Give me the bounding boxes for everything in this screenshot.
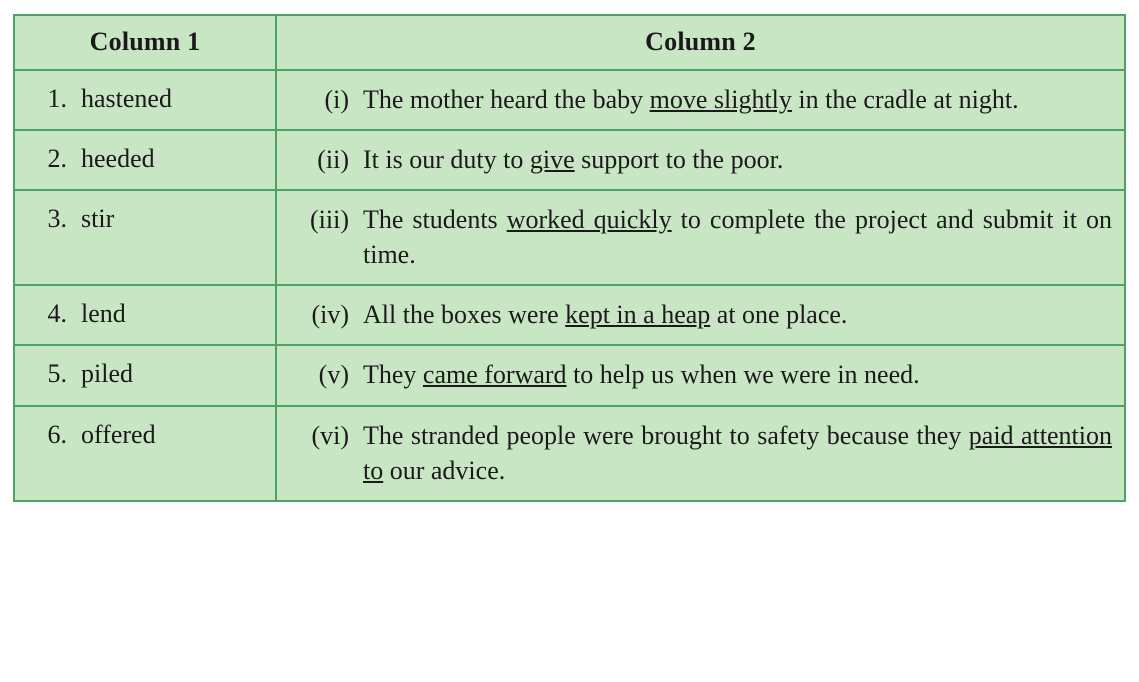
table-row — [14, 70, 1125, 130]
sentence-post: to complete the project and submit it on time. — [363, 205, 1112, 270]
table-row — [14, 130, 1125, 190]
item-roman-number: (ii) — [317, 145, 349, 175]
column-header-1: Column 1 — [14, 15, 276, 70]
sentence-underlined: kept in a heap — [565, 300, 711, 330]
table-row — [14, 285, 1125, 345]
column1-cell — [14, 190, 276, 285]
sentence-underlined: move slightly — [649, 85, 792, 114]
table-header — [14, 15, 1125, 70]
column2-cell — [276, 190, 1125, 285]
table-row — [14, 190, 1125, 285]
item-roman-number: (i) — [324, 85, 349, 114]
table-row — [14, 345, 1125, 405]
item-sentence — [363, 357, 1112, 392]
match-the-columns-table-wrapper — [13, 14, 1126, 502]
column2-content — [287, 357, 1112, 392]
item-number: 5. — [47, 359, 67, 389]
item-number: 3. — [47, 204, 67, 234]
table-row — [14, 406, 1125, 501]
item-roman-number: (iii) — [310, 205, 349, 235]
item-roman-number: (v) — [318, 360, 349, 390]
sentence-post: our advice. — [383, 455, 506, 485]
column2-content — [287, 202, 1112, 272]
table-header-row — [14, 15, 1125, 70]
column1-cell — [14, 130, 276, 190]
sentence-post: support to the poor. — [574, 145, 784, 175]
item-sentence — [363, 82, 1112, 117]
column2-content — [287, 142, 1112, 177]
item-number: 4. — [47, 299, 67, 329]
sentence-post: at one place. — [710, 300, 848, 330]
item-sentence — [363, 202, 1112, 272]
table-body — [14, 70, 1125, 501]
column2-cell — [276, 345, 1125, 405]
item-number: 1. — [47, 84, 67, 113]
item-word: offered — [81, 419, 156, 449]
column1-cell — [14, 345, 276, 405]
item-word: heeded — [81, 144, 155, 174]
sentence-pre: The students — [363, 205, 507, 235]
column2-cell — [276, 406, 1125, 501]
sentence-pre: It is our duty to — [363, 145, 530, 175]
sentence-pre: The stranded people were brought to safety because they — [363, 420, 969, 450]
item-word: lend — [81, 299, 126, 329]
sentence-pre: All the boxes were — [363, 300, 566, 330]
item-roman-number: (iv) — [311, 300, 349, 330]
item-number: 2. — [47, 144, 67, 174]
sentence-underlined: paid attention to — [363, 420, 1112, 485]
column1-cell — [14, 406, 276, 501]
sentence-underlined: give — [529, 145, 575, 175]
item-sentence — [363, 297, 1112, 332]
item-sentence — [363, 418, 1112, 488]
sentence-post: in the cradle at night. — [791, 85, 1019, 114]
column2-content — [287, 297, 1112, 332]
column-header-2: Column 2 — [276, 15, 1125, 70]
item-sentence — [363, 142, 1112, 177]
column2-cell — [276, 70, 1125, 130]
item-word: piled — [81, 359, 133, 389]
sentence-post: to help us when we were in need. — [566, 360, 920, 390]
item-number: 6. — [47, 419, 67, 449]
match-the-columns-table — [13, 14, 1126, 502]
column1-cell — [14, 285, 276, 345]
column2-cell — [276, 130, 1125, 190]
item-word: hastened — [81, 84, 172, 113]
column2-cell — [276, 285, 1125, 345]
item-roman-number: (vi) — [311, 420, 349, 450]
sentence-underlined: came forward — [422, 360, 567, 390]
sentence-underlined: worked quickly — [506, 205, 672, 235]
sentence-pre: The mother heard the baby — [363, 85, 650, 114]
column1-cell — [14, 70, 276, 130]
sentence-pre: They — [363, 360, 423, 390]
column2-content — [287, 418, 1112, 488]
column2-content — [287, 82, 1112, 117]
item-word: stir — [81, 204, 115, 234]
